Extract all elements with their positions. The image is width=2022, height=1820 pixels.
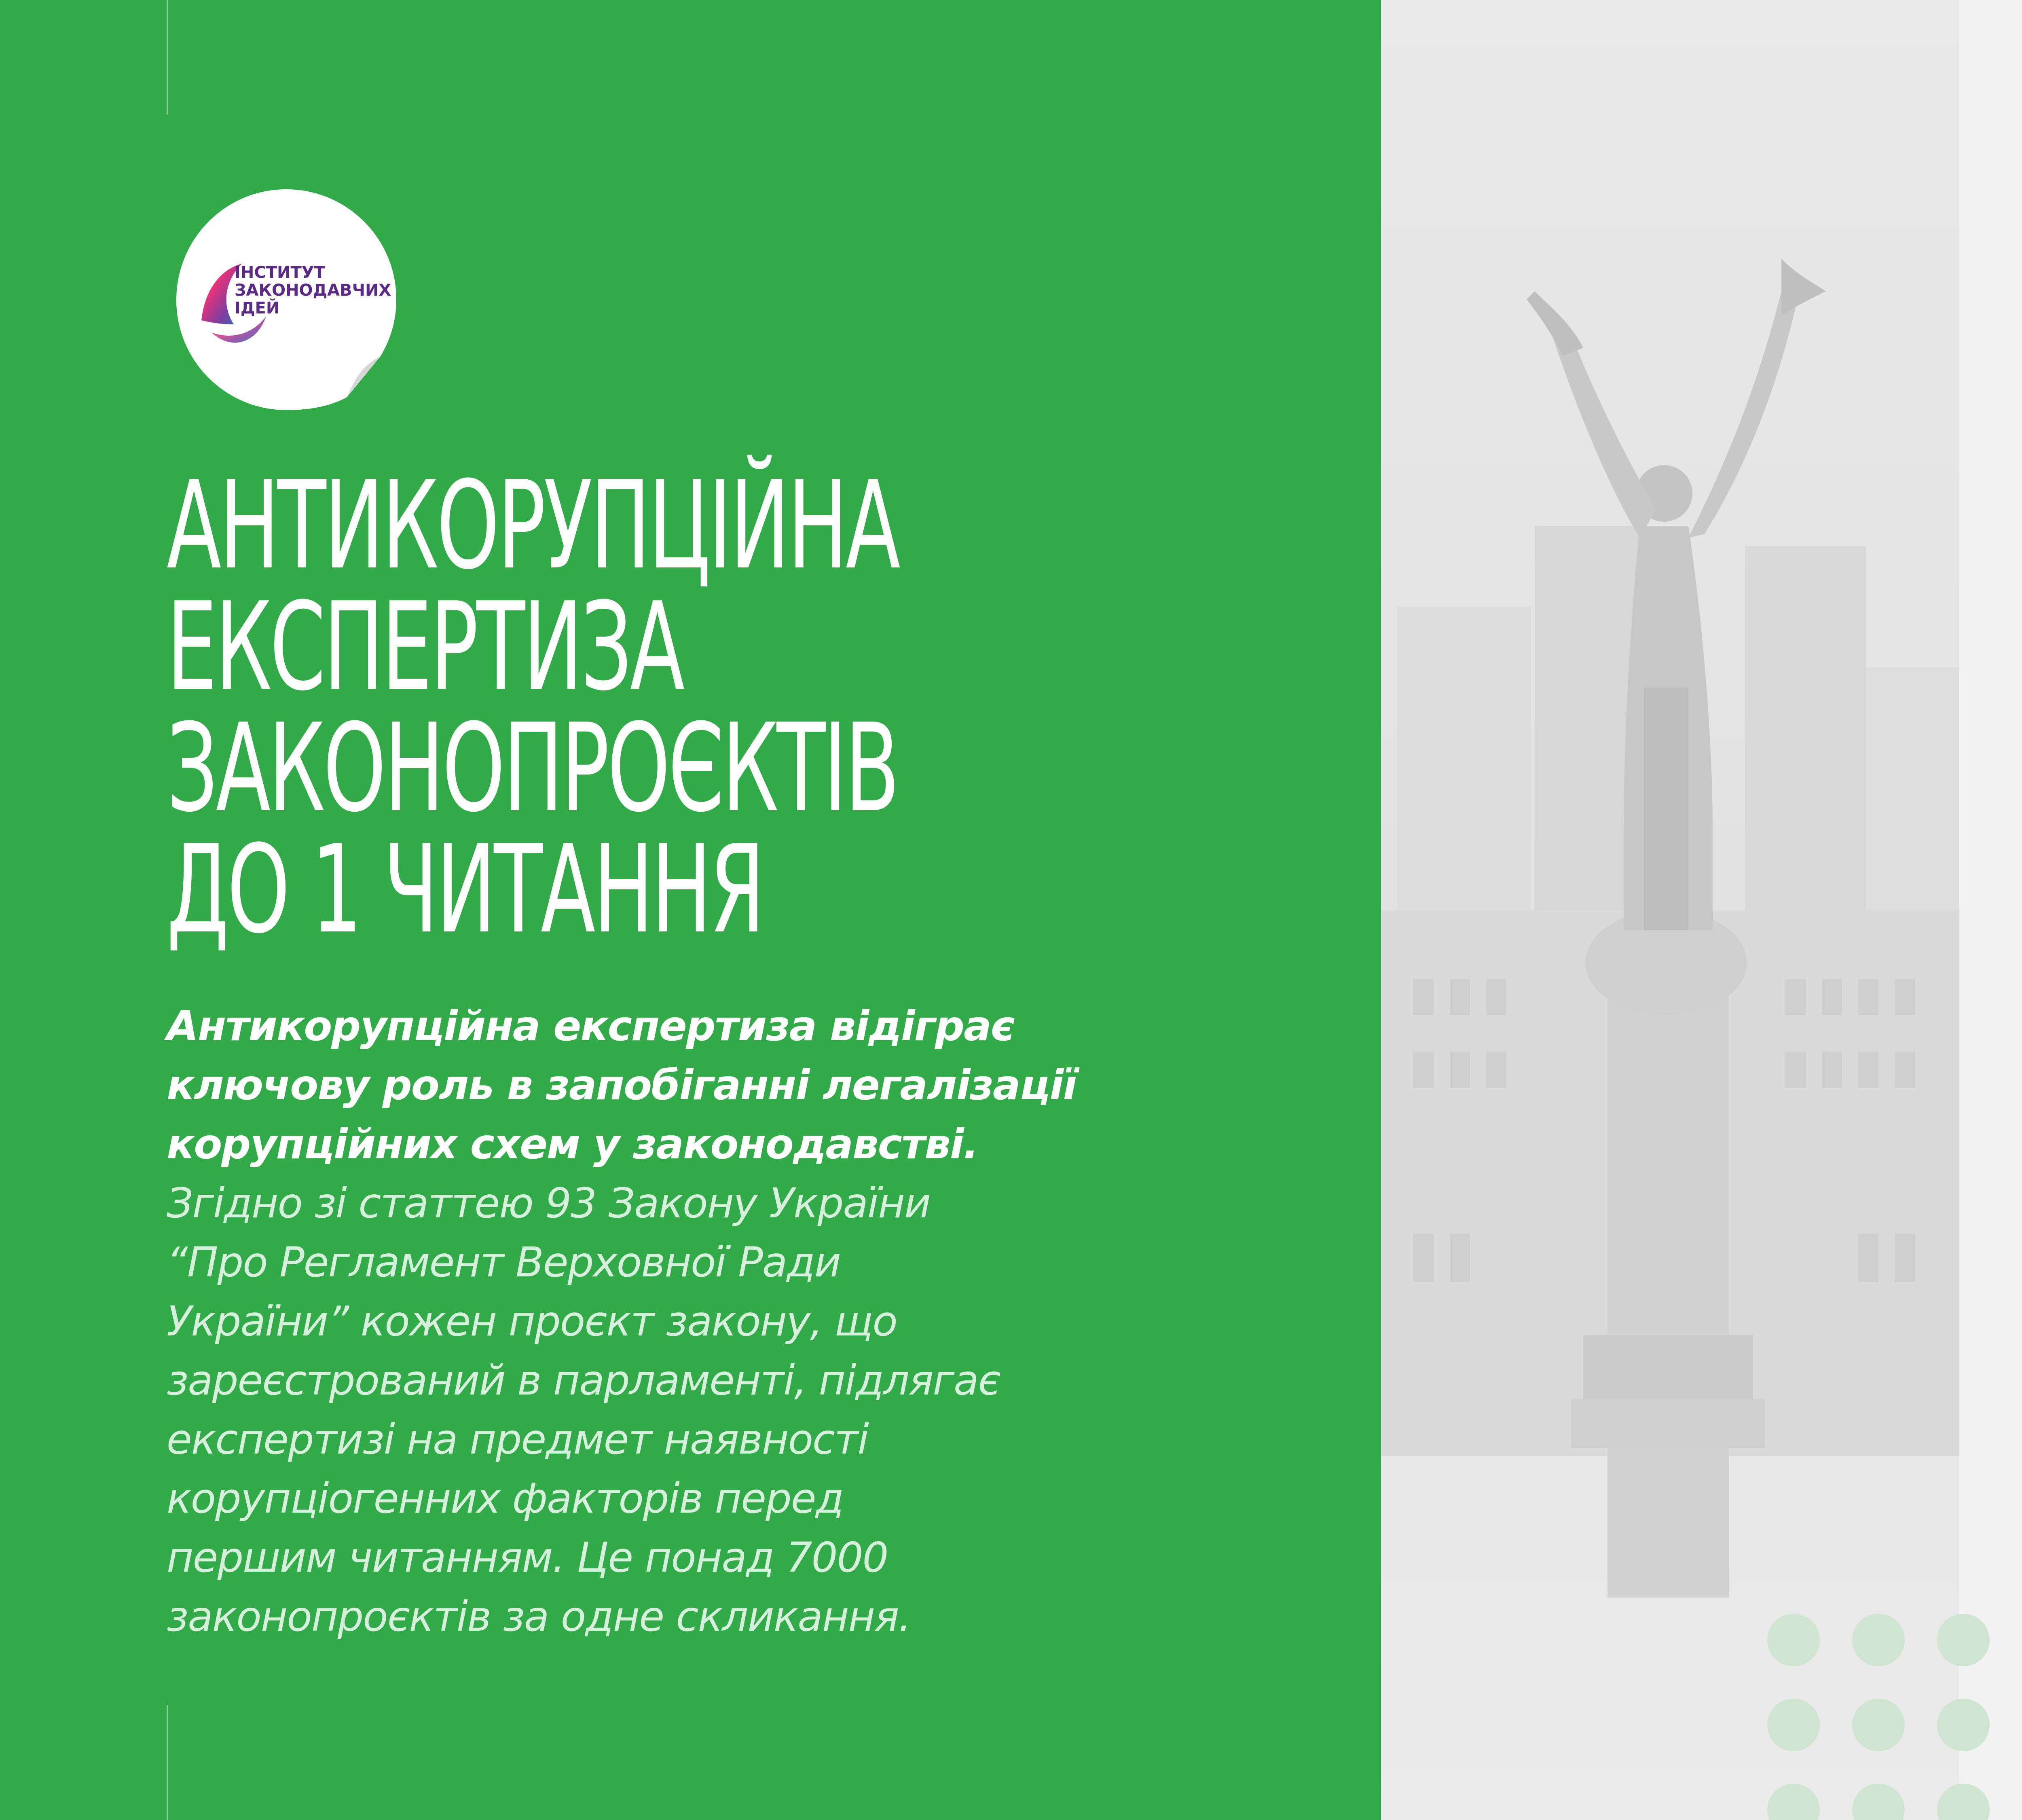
guide-line-bottom	[167, 1705, 168, 1820]
logo-line: ІДЕЙ	[235, 299, 280, 317]
lead-paragraph	[167, 997, 1077, 1646]
logo-text	[235, 264, 404, 317]
lead-light-line: експертизі на предмет наявності	[167, 1416, 868, 1464]
logo-line: ЗАКОНОДАВЧИХ	[235, 281, 391, 300]
title-line: АНТИКОРУПЦІЙНА	[167, 455, 899, 596]
lead-light-line: першим читанням. Це понад 7000	[167, 1534, 888, 1582]
logo-line: ІНСТИТУТ	[235, 263, 325, 282]
lead-bold-line: корупційних схем у законодавстві.	[167, 1120, 978, 1168]
lead-light-line: Згідно зі статтею 93 Закону України	[167, 1179, 931, 1227]
monument-illustration-icon	[1381, 0, 1959, 1820]
lead-bold-line: Антикорупційна експертиза відіграє	[167, 1002, 1015, 1050]
monument-photo	[1381, 0, 1959, 1820]
title-line: ЗАКОНОПРОЄКТІВ	[167, 698, 898, 839]
lead-light-line: корупціогенних факторів перед	[167, 1475, 844, 1523]
main-title	[167, 455, 914, 960]
title-line: ЕКСПЕРТИЗА	[167, 576, 683, 717]
decorative-dots-icon	[1767, 1614, 2022, 1820]
title-line: ДО 1 ЧИТАННЯ	[167, 819, 763, 960]
lead-light-line: України” кожен проєкт закону, що	[167, 1297, 897, 1346]
guide-line-top	[167, 0, 168, 115]
lead-bold-line: ключову роль в запобіганні легалізації	[167, 1061, 1077, 1109]
lead-light-line: законопроєктів за одне скликання.	[167, 1593, 911, 1641]
lead-light-line: зареєстрований в парламенті, підлягає	[167, 1357, 1000, 1405]
lead-light-line: “Про Регламент Верховної Ради	[167, 1238, 840, 1287]
